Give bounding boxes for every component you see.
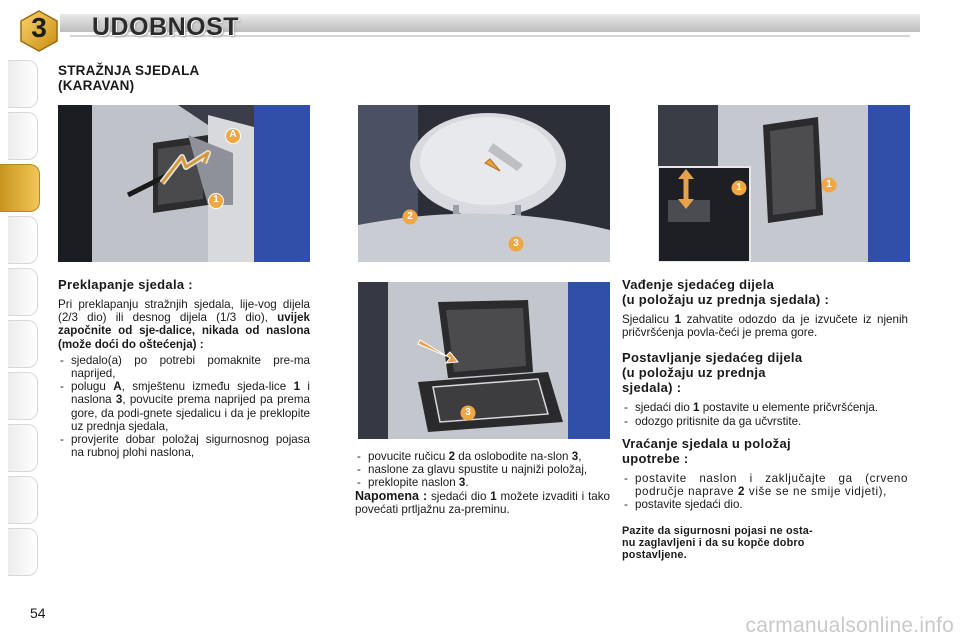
warning-line: nu zaglavljeni i da su kopče dobro: [622, 537, 805, 550]
callout-label: 3: [465, 407, 471, 418]
photo-folding-seat-cushion: [58, 105, 310, 262]
column-removing-seat: [622, 277, 908, 561]
text: i naslona: [71, 380, 310, 407]
ref-label: 3: [115, 393, 123, 407]
text: povucite ručicu: [368, 450, 446, 463]
text: postavite naslon i zaključajte ga (crveno područje naprave: [635, 471, 908, 499]
list-item: - provjerite dobar položaj sigurnosnog pojasa na rubnoj plohi naslona,: [58, 433, 310, 459]
text: više se ne smije vidjeti),: [748, 485, 887, 499]
ref-label: 1: [490, 489, 497, 503]
section-title-line: (KARAVAN): [58, 78, 135, 93]
callout-label: 1: [826, 179, 832, 190]
removing-paragraph: [622, 313, 908, 339]
ref-label: 1: [674, 313, 682, 326]
heading-line: Vraćanje sjedala u položaj: [622, 435, 791, 451]
text: , smještenu između sjeda-lice: [121, 380, 287, 394]
column-backrest-steps: [355, 450, 610, 519]
callout-label: 1: [213, 194, 219, 205]
photo-removing-seat: [658, 105, 910, 262]
note-label: Napomena :: [355, 488, 428, 503]
chapter-tab-8[interactable]: [8, 424, 38, 472]
page-title: UDOBNOST: [92, 13, 240, 41]
returning-steps-list: [622, 472, 908, 512]
ref-label: 1: [293, 380, 301, 394]
heading-line: Postavljanje sjedaćeg dijela: [622, 350, 803, 366]
seatbelt-warning: [622, 525, 908, 561]
ref-label: 2: [738, 485, 746, 499]
chapter-tab-4[interactable]: [8, 216, 38, 264]
list-item: [58, 380, 310, 433]
heading-folding-seats: Preklapanje sjedala :: [58, 277, 193, 292]
chapter-tab-3-active[interactable]: [0, 164, 40, 212]
text: sjedaći dio: [431, 489, 487, 503]
list-item: [355, 450, 610, 463]
list-item: - postavite sjedaći dio.: [622, 498, 908, 511]
intro-text: Pri preklapanju stražnjih sjedala, lije-vog dijela (2/3 dio) ili desnog dijela (1/3 dio),: [58, 298, 310, 325]
section-title: [58, 63, 318, 93]
chapter-number: 3: [31, 12, 47, 43]
heading-returning-seats: [622, 436, 908, 466]
text: zahvatite odozdo da je izvučete iz njenih pričvršćenja povla-čeći je prema gore.: [622, 313, 908, 340]
photo-folded-backrest: [358, 282, 610, 439]
ref-label: 2: [448, 450, 456, 463]
ref-label: A: [113, 380, 122, 394]
heading-installing-seat: [622, 350, 908, 395]
text: polugu: [71, 380, 106, 394]
page-number: 54: [30, 605, 46, 621]
text: , povucite prema naprijed pa prema gore, da podi-gnete sjedalicu i da je preklopite uz prednja sjedala,: [71, 393, 310, 433]
page-header: [0, 0, 960, 56]
list-item: - sjedalo(a) po potrebi pomaknite pre-ma naprijed,: [58, 354, 310, 380]
warning-line: postavljene.: [622, 549, 687, 562]
list-item: - odozgo pritisnite da ga učvrstite.: [622, 415, 908, 428]
section-title-line: STRAŽNJA SJEDALA: [58, 63, 200, 78]
heading-line: upotrebe :: [622, 450, 689, 466]
column-folding-seats: [58, 277, 310, 459]
ref-label: 3: [571, 450, 579, 463]
heading-line: (u položaju uz prednja sjedala) :: [622, 292, 830, 307]
chapter-tab-9[interactable]: [8, 476, 38, 524]
heading-line: sjedala) :: [622, 380, 682, 396]
callout-label: 3: [513, 238, 519, 249]
photo-headrest-release: [358, 105, 610, 262]
ref-label: 1: [693, 401, 700, 415]
heading-line: Vađenje sjedaćeg dijela: [622, 277, 775, 292]
callout-label: 2: [407, 211, 413, 222]
callout-label: 1: [736, 182, 742, 193]
text: postavite u elemente pričvršćenja.: [702, 401, 879, 415]
callout-label: A: [229, 129, 237, 140]
warning-line: Pazite da sigurnosni pojasi ne osta-: [622, 525, 813, 538]
text: ,: [578, 450, 582, 463]
text: .: [465, 476, 469, 490]
list-item: - naslone za glavu spustite u najniži položaj,: [355, 463, 610, 476]
chapter-tab-10[interactable]: [8, 528, 38, 576]
ref-label: 3: [458, 476, 466, 490]
heading-line: (u položaju uz prednja: [622, 365, 766, 381]
text: sjedaći dio: [635, 401, 690, 415]
list-item: [355, 476, 610, 489]
chapter-tab-5[interactable]: [8, 268, 38, 316]
heading-removing-seat: [622, 277, 908, 307]
intro-paragraph: [58, 298, 310, 351]
folding-steps-list: [58, 354, 310, 460]
list-item: [622, 472, 908, 498]
chapter-tabs: [0, 60, 40, 580]
chapter-tab-7[interactable]: [8, 372, 38, 420]
intro-warning-text: uvijek započnite od sje-dalice, nikada od naslona (može doći do oštećenja) :: [58, 311, 310, 351]
list-item: [622, 401, 908, 414]
text: preklopite naslon: [368, 476, 456, 490]
note-paragraph: [355, 490, 610, 516]
text: da oslobodite na-slon: [458, 450, 569, 463]
backrest-steps-list: [355, 450, 610, 490]
watermark: carmanualsonline.info: [745, 614, 954, 637]
chapter-tab-6[interactable]: [8, 320, 38, 368]
chapter-tab-2[interactable]: [8, 112, 38, 160]
text: možete izvaditi i tako povećati prtljažnu za-preminu.: [355, 489, 610, 516]
chapter-tab-1[interactable]: [8, 60, 38, 108]
text: Sjedalicu: [622, 313, 670, 326]
installing-steps-list: [622, 401, 908, 427]
